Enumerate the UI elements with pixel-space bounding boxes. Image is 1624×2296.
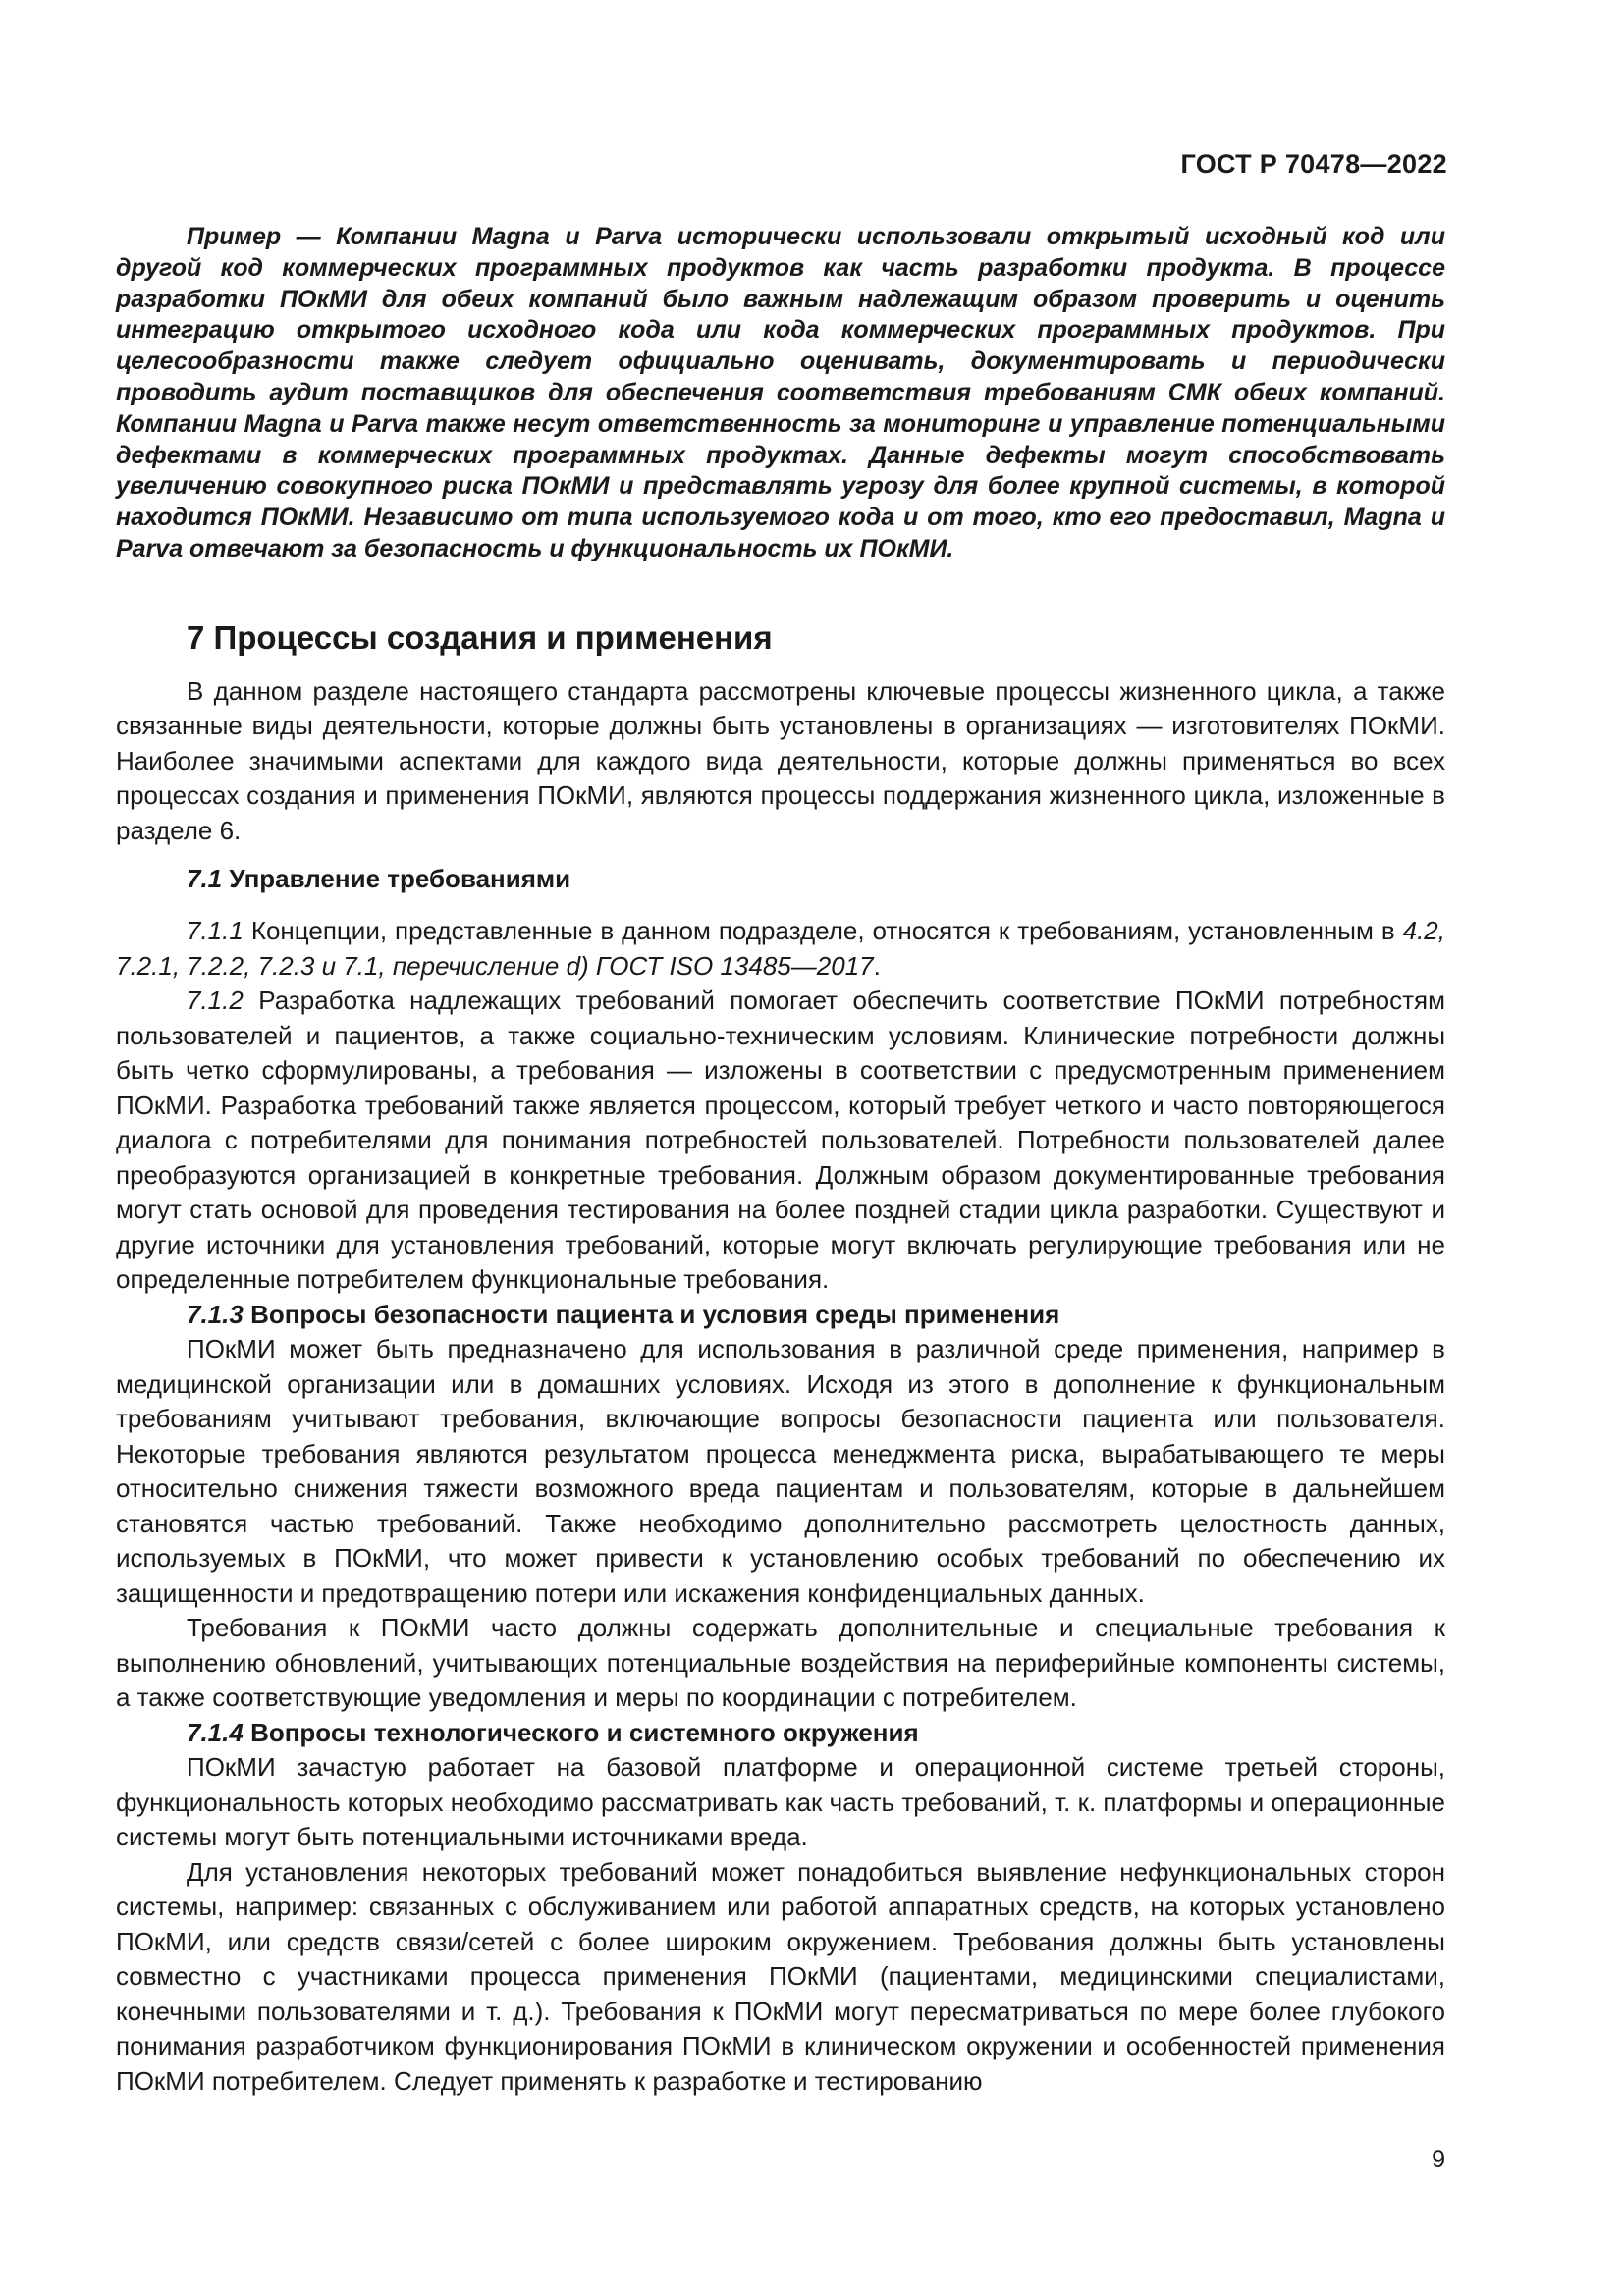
- clause-7-1-3-paragraph-2: Требования к ПОкМИ часто должны содержать дополнительные и специальные требования к выполнению обновлений, учитывающих потенциальные воздействия на периферийные компоненты системы, а также соответствующие уведомления и меры по координации с потребителем.: [116, 1613, 1445, 1713]
- clause-text: Концепции, представленные в данном подразделе, относятся к требованиям, установленным в: [250, 916, 1403, 946]
- subsection-title: Управление требованиями: [229, 864, 571, 894]
- clause-7-1-4-heading: [187, 1716, 1445, 1751]
- example-paragraph: Пример — Компании Magna и Parva исторически использовали открытый исходный код или другой код коммерческих программных продуктов как часть разработки продукта. В процессе разработки ПОкМИ для обеих компаний было важным надлежащим образом проверить и оценить интеграцию открытого исходного кода или кода коммерческих программных продуктов. При целесообразности также следует официально оценивать, документировать и периодически проводить аудит поставщиков для обеспечения соответствия требованиям СМК обеих компаний. Компании Magna и Parva также несут ответственность за мониторинг и управление потенциальными дефектами в коммерческих программных продуктах. Данные дефекты могут способствовать увеличению совокупного риска ПОкМИ и представлять угрозу для более крупной системы, в которой находится ПОкМИ. Независимо от типа используемого кода и от того, кто его предоставил, Magna и Parva отвечают за безопасность и функциональность их ПОкМИ.: [116, 223, 1445, 562]
- clause-references: 4.2, 7.2.1, 7.2.2, 7.2.3 и 7.1, перечисление d) ГОСТ ISO 13485—2017: [116, 916, 1445, 981]
- clause-text: Разработка надлежащих требований помогает обеспечить соответствие ПОкМИ потребностям пользователей и пациентов, а также социально-техническим условиям. Клинические потребности должны быть четко сформулированы, а требования — изложены в соответствии с предусмотренным применением ПОкМИ. Разработка требований также является процессом, который требует четкого и часто повторяющегося диалога с потребителями для понимания потребностей пользователей. Потребности пользователей далее преобразуются организацией в конкретные требования. Должным образом документированные требования могут стать основой для проведения тестирования на более поздней стадии цикла разработки. Существуют и другие источники для установления требований, которые могут включать регулирующие требования или не определенные потребителем функциональные требования.: [116, 986, 1445, 1295]
- subsection-number: 7.1: [187, 864, 223, 894]
- clause-number: 7.1.4: [187, 1717, 244, 1747]
- clause-title: Вопросы технологического и системного окружения: [250, 1717, 919, 1747]
- clause-number: 7.1.1: [187, 916, 244, 946]
- page-content: [116, 222, 1445, 2099]
- clause-7-1-1: [116, 914, 1445, 984]
- section-7-heading: 7 Процессы создания и применения: [187, 618, 773, 656]
- subsection-7-1-heading: [187, 862, 1445, 896]
- clause-7-1-4-paragraph-2: Для установления некоторых требований может понадобиться выявление нефункциональных сторон системы, например: связанных с обслуживанием или работой аппаратных средств, на которых установлено ПОкМИ, или средств связи/сетей с более широким окружением. Требования должны быть установлены совместно с участниками процесса применения ПОкМИ (пациентами, медицинскими специалистами, конечными пользователями и т. д.). Требования к ПОкМИ могут пересматриваться по мере более глубокого понимания разработчиком функционирования ПОкМИ в клиническом окружении и особенностей применения ПОкМИ потребителем. Следует применять к разработке и тестированию: [116, 1856, 1445, 2096]
- clause-7-1-4-paragraph-1: ПОкМИ зачастую работает на базовой платформе и операционной системе третьей стороны, функциональность которых необходимо рассматривать как часть требований, т. к. платформы и операционные системы могут быть потенциальными источниками вреда.: [116, 1752, 1445, 1852]
- clause-title: Вопросы безопасности пациента и условия среды применения: [250, 1299, 1060, 1329]
- clause-7-1-2: [116, 984, 1445, 1298]
- section-7-intro: В данном разделе настоящего стандарта рассмотрены ключевые процессы жизненного цикла, а также связанные виды деятельности, которые должны быть установлены в организациях — изготовителях ПОкМИ. Наиболее значимыми аспектами для каждого вида деятельности, которые должны применяться во всех процессах создания и применения ПОкМИ, являются процессы поддержания жизненного цикла, изложенные в разделе 6.: [116, 675, 1445, 845]
- clause-text-end: .: [873, 950, 881, 981]
- document-code-header: ГОСТ Р 70478—2022: [1180, 149, 1447, 179]
- clause-number: 7.1.3: [187, 1299, 244, 1329]
- clause-7-1-3-paragraph-1: ПОкМИ может быть предназначено для использования в различной среде применения, например в медицинской организации или в домашних условиях. Исходя из этого в дополнение к функциональным требованиям учитывают требования, включающие вопросы безопасности пациента или пользователя. Некоторые требования являются результатом процесса менеджмента риска, вырабатывающего те меры относительно снижения тяжести возможного вреда пациентам и пользователям, которые в дальнейшем становятся частью требований. Также необходимо дополнительно рассмотреть целостность данных, используемых в ПОкМИ, что может привести к установлению особых требований по обеспечению их защищенности и предотвращению потери или искажения конфиденциальных данных.: [116, 1334, 1445, 1608]
- clause-number: 7.1.2: [187, 986, 244, 1016]
- clause-7-1-3-heading: [187, 1298, 1445, 1333]
- page-number: 9: [1432, 2146, 1445, 2173]
